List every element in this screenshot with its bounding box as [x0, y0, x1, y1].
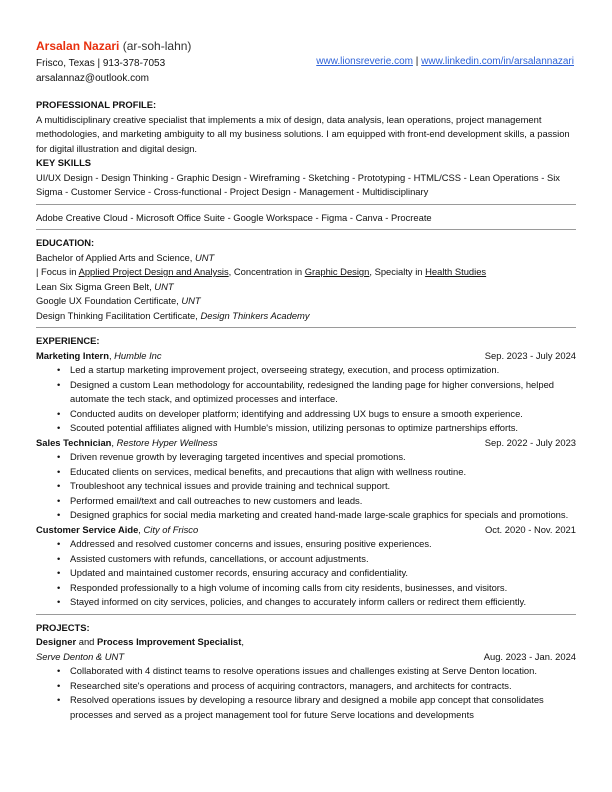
profile-text: A multidisciplinary creative specialist that implements a mix of design, data analysis, lean operations, project management methodologies, and marketing ambiguity to all my business solutions. I am equipped with front-end development skills, a passion for digital illustration and digital design.	[36, 113, 570, 154]
project-header	[36, 650, 576, 665]
job-dates: Sep. 2023 - July 2024	[484, 349, 576, 361]
certificate-3	[36, 309, 576, 324]
degree-name: Bachelor of Applied Arts and Science,	[36, 251, 195, 263]
list-item: • Resolved operations issues by developing a resource library and designed a mobile app concept that consolidates processes and served as a project management tool for future Serve locations and developments	[58, 693, 576, 722]
job-bullets	[36, 537, 576, 610]
experience-heading: EXPERIENCE:	[36, 335, 100, 346]
list-item: • Collaborated with 4 distinct teams to resolve operations issues and challenges existing at Serve Denton location.	[58, 664, 576, 679]
list-item: • Conducted audits on developer platform; identifying and addressing UX bugs to ensure a smooth experience.	[58, 407, 576, 422]
list-item: • Assisted customers with refunds, cancellations, or account adjustments.	[58, 552, 576, 567]
concentration-prefix: , Concentration in	[228, 266, 305, 277]
job-header: Marketing Intern, Humble Inc Sep. 2023 - July 2024	[36, 349, 576, 364]
header-links	[316, 56, 574, 67]
list-item: • Performed email/text and call outreaches to new customers and leads.	[58, 494, 576, 509]
list-item: • Responded professionally to a high volume of incoming calls from city residents, businesses, and visitors.	[58, 581, 576, 596]
certificate-3-org: Design Thinkers Academy	[200, 309, 310, 321]
job-title: Sales Technician	[36, 436, 112, 448]
specialty-area: Health Studies	[425, 266, 487, 277]
project-dates: Aug. 2023 - Jan. 2024	[483, 650, 576, 662]
section-divider	[36, 204, 576, 205]
list-item: • Designed a custom Lean methodology for accountability, redesigned the landing page for higher conversions, helped automate the tech stack, and optimized processes and interface.	[58, 378, 576, 407]
linkedin-link[interactable]: www.linkedin.com/in/arsalannazari	[421, 56, 574, 67]
project-role-2: Process Improvement Specialist	[96, 636, 242, 647]
location-phone: Frisco, Texas | 913-378-7053	[36, 58, 166, 69]
degree-school: UNT	[194, 251, 215, 263]
list-item: • Stayed informed on city services, policies, and changes to accurately inform callers or redirect them efficiently.	[58, 595, 576, 610]
list-item: • Researched site's operations and process of acquiring contractors, managers, and architects for contracts.	[58, 679, 576, 694]
education-heading: EDUCATION:	[36, 237, 95, 248]
list-item: • Driven revenue growth by leveraging targeted incentives and special promotions.	[58, 450, 576, 465]
list-item: • Educated clients on services, medical benefits, and precautions that align with wellness routine.	[58, 465, 576, 480]
certificate-1-org: UNT	[154, 280, 174, 292]
email-address: arsalannaz@outlook.com	[36, 73, 149, 84]
focus-area: Applied Project Design and Analysis	[78, 266, 229, 277]
job-org: City of Frisco	[143, 523, 199, 535]
list-item: • Designed graphics for social media marketing and created hand-made large-scale graphics for specials and promotions.	[58, 508, 576, 523]
skills-heading: KEY SKILLS	[36, 157, 92, 168]
degree-line	[36, 251, 576, 266]
website-link[interactable]: www.lionsreverie.com	[316, 56, 413, 67]
certificate-2-org: UNT	[181, 295, 201, 306]
certificate-1-name: Lean Six Sigma Green Belt,	[36, 280, 155, 292]
job-title: Marketing Intern	[36, 349, 109, 361]
section-divider	[36, 327, 576, 328]
resume-page	[36, 0, 576, 792]
certificate-3-name: Design Thinking Facilitation Certificate,	[36, 309, 201, 321]
project-role-joiner: and	[76, 636, 97, 647]
list-item: • Led a startup marketing improvement project, overseeing strategy, execution, and process optimization.	[58, 363, 576, 378]
job-org: Restore Hyper Wellness	[116, 436, 218, 448]
profile-heading: PROFESSIONAL PROFILE:	[36, 99, 157, 110]
job-bullets	[36, 363, 576, 436]
projects-heading: PROJECTS:	[36, 621, 90, 633]
project-role-comma: ,	[241, 636, 244, 647]
project-roles	[36, 635, 576, 650]
candidate-name: Arsalan Nazari	[36, 39, 120, 53]
list-item: • Scouted potential affiliates aligned with Humble's mission, utilizing personas to optimize partnerships efforts.	[58, 421, 576, 436]
tools-text: Adobe Creative Cloud - Microsoft Office Suite - Google Workspace - Figma - Canva - Procreate	[36, 211, 432, 223]
project-role-1: Designer	[36, 636, 77, 647]
concentration-area: Graphic Design	[304, 266, 370, 277]
job-org: Humble Inc	[114, 349, 162, 361]
job-header: Sales Technician, Restore Hyper Wellness Sep. 2022 - July 2023	[36, 436, 576, 451]
resume-header	[36, 0, 576, 98]
name-line	[36, 39, 191, 53]
section-divider	[36, 614, 576, 615]
job-title: Customer Service Aide	[36, 523, 139, 535]
section-divider	[36, 229, 576, 230]
job-header: Customer Service Aide, City of Frisco Oct. 2020 - Nov. 2021	[36, 523, 576, 538]
project-bullets	[36, 664, 576, 722]
job-dates: Oct. 2020 - Nov. 2021	[484, 523, 576, 535]
job-bullets	[36, 450, 576, 523]
degree-focus-line	[36, 265, 576, 280]
job-dates: Sep. 2022 - July 2023	[484, 436, 576, 448]
certificate-2	[36, 294, 576, 309]
skills-text: UI/UX Design - Design Thinking - Graphic Design - Wireframing - Sketching - Prototyping - HTML/CSS - Lean Operations - Six Sigma - Customer Service - Cross-functional - Project Design - Management - Multidisciplinary	[36, 171, 560, 197]
certificate-2-name: Google UX Foundation Certificate,	[36, 295, 182, 306]
list-item: • Troubleshoot any technical issues and provide training and technical support.	[58, 479, 576, 494]
specialty-prefix: , Specialty in	[369, 266, 426, 277]
list-item: • Addressed and resolved customer concerns and issues, ensuring positive experiences.	[58, 537, 576, 552]
name-pronunciation: (ar-soh-lahn)	[122, 39, 192, 53]
project-org: Serve Denton & UNT	[36, 650, 125, 662]
certificate-1	[36, 280, 576, 295]
list-item: • Updated and maintained customer records, ensuring accuracy and confidentiality.	[58, 566, 576, 581]
link-separator: |	[415, 56, 419, 67]
focus-prefix: | Focus in	[36, 266, 79, 277]
